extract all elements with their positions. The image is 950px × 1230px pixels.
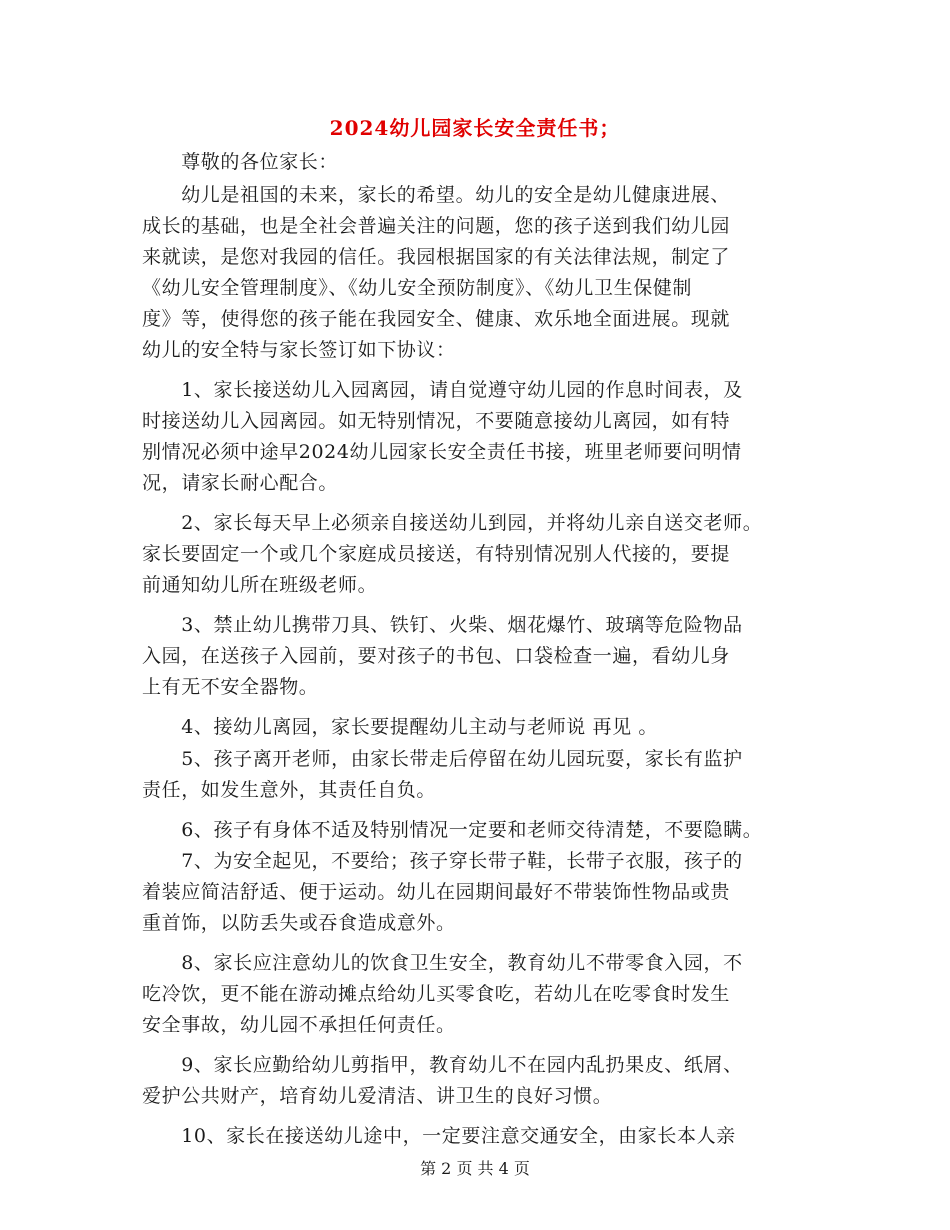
body-line: 况，请家长耐心配合。: [142, 472, 339, 494]
body-line: 幼儿是祖国的未来，家长的希望。幼儿的安全是幼儿健康进展、: [142, 184, 731, 206]
body-line: 安全事故，幼儿园不承担任何责任。: [142, 1014, 456, 1036]
body-line: 8、家长应注意幼儿的饮食卫生安全，教育幼儿不带零食入园，不: [142, 952, 743, 974]
body-line: 上有无不安全器物。: [142, 676, 319, 698]
body-line: 10、家长在接送幼儿途中，一定要注意交通安全，由家长本人亲: [142, 1125, 736, 1147]
body-line: 5、孩子离开老师，由家长带走后停留在幼儿园玩耍，家长有监护: [142, 748, 743, 770]
body-line: 1、家长接送幼儿入园离园，请自觉遵守幼儿园的作息时间表，及: [142, 379, 743, 401]
body-line: 家长要固定一个或几个家庭成员接送，有特别情况别人代接的，要提: [142, 543, 731, 565]
document-title: 2024幼儿园家长安全责任书；: [329, 116, 621, 140]
body-line: 时接送幼儿入园离园。如无特别情况，不要随意接幼儿离园，如有特: [142, 410, 731, 432]
body-line: 来就读，是您对我园的信任。我园根据国家的有关法律法规，制定了: [142, 246, 731, 268]
body-line: 2、家长每天早上必须亲自接送幼儿到园，并将幼儿亲自送交老师。: [142, 512, 763, 534]
body-line: 7、为安全起见，不要给；孩子穿长带子鞋，长带子衣服，孩子的: [142, 850, 743, 872]
body-line: 6、孩子有身体不适及特别情况一定要和老师交待清楚，不要隐瞒。: [142, 819, 763, 841]
body-line: 4、接幼儿离园，家长要提醒幼儿主动与老师说 再见 。: [142, 716, 658, 738]
body-line: 前通知幼儿所在班级老师。: [142, 574, 378, 596]
body-line: 3、禁止幼儿携带刀具、铁钉、火柴、烟花爆竹、玻璃等危险物品: [142, 614, 743, 636]
body-line: 吃冷饮，更不能在游动摊点给幼儿买零食吃，若幼儿在吃零食时发生: [142, 983, 731, 1005]
body-line: 尊敬的各位家长：: [142, 151, 339, 173]
body-line: 责任，如发生意外，其责任自负。: [142, 779, 437, 801]
body-line: 度》等，使得您的孩子能在我园安全、健康、欢乐地全面进展。现就: [142, 308, 731, 330]
body-line: 着装应简洁舒适、便于运动。幼儿在园期间最好不带装饰性物品或贵: [142, 881, 731, 903]
body-line: 9、家长应勤给幼儿剪指甲，教育幼儿不在园内乱扔果皮、纸屑、: [142, 1054, 743, 1076]
page-footer: 第 2 页 共 4 页: [420, 1159, 530, 1178]
body-line: 爱护公共财产，培育幼儿爱清洁、讲卫生的良好习惯。: [142, 1085, 613, 1107]
body-line: 入园，在送孩子入园前，要对孩子的书包、口袋检查一遍，看幼儿身: [142, 645, 731, 667]
body-line: 成长的基础，也是全社会普遍关注的问题，您的孩子送到我们幼儿园: [142, 215, 731, 237]
body-line: 《幼儿安全管理制度》、《幼儿安全预防制度》、《幼儿卫生保健制: [142, 277, 693, 299]
body-line: 重首饰，以防丢失或吞食造成意外。: [142, 912, 456, 934]
body-line: 幼儿的安全特与家长签订如下协议：: [142, 339, 456, 361]
body-line: 别情况必须中途早2024幼儿园家长安全责任书接，班里老师要问明情: [142, 441, 742, 463]
